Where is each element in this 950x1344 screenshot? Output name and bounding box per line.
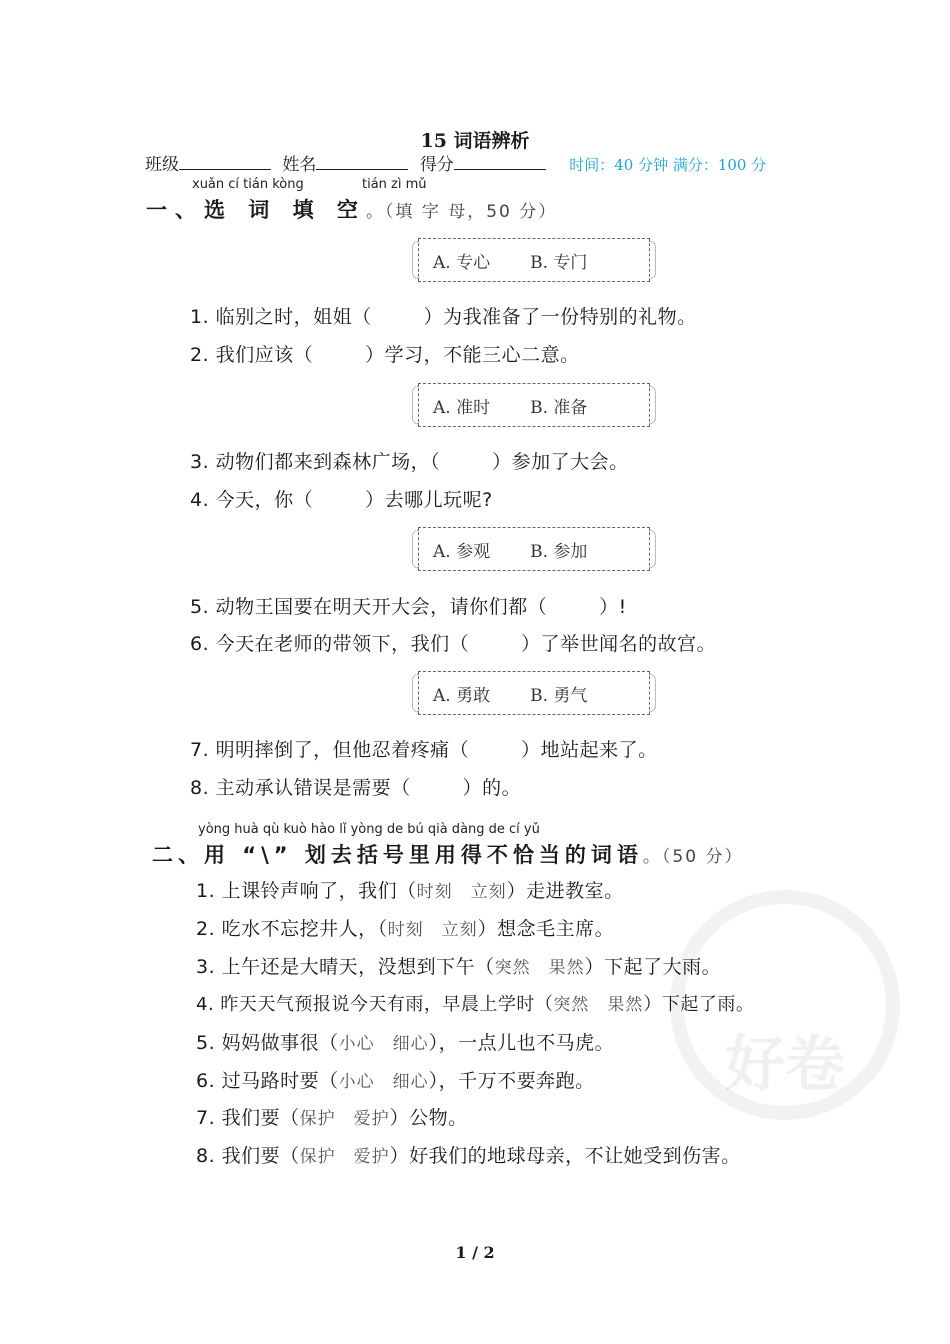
class-field[interactable] (179, 153, 271, 170)
watermark-seal: 好卷 (670, 890, 900, 1120)
word-choice[interactable]: 时刻 立刻 (387, 920, 478, 940)
question-5: 5. 动物王国要在明天开大会，请你们都（ ）! (190, 596, 627, 618)
word-choice[interactable]: 时刻 立刻 (416, 882, 507, 902)
word-choice[interactable]: 突然 果然 (553, 995, 644, 1015)
question-2: 2. 我们应该（ ）学习，不能三心二意。 (190, 344, 580, 366)
section2-pinyin: yòng huà qù kuò hào lǐ yòng de bú qià dàng de cí yǔ (198, 822, 540, 837)
page-number: 1 / 2 (455, 1243, 495, 1262)
word-choice[interactable]: 小心 细心 (338, 1034, 429, 1054)
section2-item-6: 6. 过马路时要（小心 细心），千万不要奔跑。 (196, 1070, 595, 1092)
question-3: 3. 动物们都来到森林广场，（ ）参加了大会。 (190, 451, 629, 473)
word-choice[interactable]: 保护 爱护 (299, 1147, 390, 1167)
section2-item-5: 5. 妈妈做事很（小心 细心），一点儿也不马虎。 (196, 1032, 615, 1054)
word-choice[interactable]: 突然 果然 (494, 958, 585, 978)
question-1: 1. 临别之时，姐姐（ ）为我准备了一份特别的礼物。 (190, 306, 697, 328)
score-label: 得分 (419, 155, 454, 175)
option-box-1: A. 专心 B. 专门 (418, 238, 650, 282)
class-label: 班级 (145, 155, 179, 175)
question-4: 4. 今天，你（ ）去哪儿玩呢? (190, 489, 493, 511)
question-7: 7. 明明摔倒了，但他忍着疼痛（ ）地站起来了。 (190, 739, 658, 761)
score-field[interactable] (454, 153, 546, 170)
section2-heading: 二、用 “\” 划去括号里用得不恰当的词语。（50 分） (152, 843, 744, 867)
section1-heading: 一、选 词 填 空。（填 字 母，50 分） (146, 198, 558, 222)
section2-item-7: 7. 我们要（保护 爱护）公物。 (196, 1107, 468, 1129)
time-info: 时间：40 分钟 满分：100 分 (569, 156, 767, 174)
name-field[interactable] (316, 153, 408, 170)
section1-pinyin-a: xuǎn cí tián kòng (192, 177, 304, 192)
section2-item-3: 3. 上午还是大晴天，没想到下午（突然 果然）下起了大雨。 (196, 956, 722, 978)
question-6: 6. 今天在老师的带领下，我们（ ）了举世闻名的故宫。 (190, 633, 717, 655)
student-info-line (145, 150, 766, 175)
section2-item-8: 8. 我们要（保护 爱护）好我们的地球母亲，不让她受到伤害。 (196, 1145, 741, 1167)
word-choice[interactable]: 保护 爱护 (299, 1109, 390, 1129)
page-title: 15 词语辨析 (420, 130, 530, 152)
option-box-3: A. 参观 B. 参加 (418, 527, 650, 571)
section2-item-2: 2. 吃水不忘挖井人，（时刻 立刻）想念毛主席。 (196, 918, 615, 940)
option-box-2: A. 准时 B. 准备 (418, 383, 650, 427)
section1-pinyin-b: tián zì mǔ (362, 177, 427, 192)
word-choice[interactable]: 小心 细心 (338, 1072, 429, 1092)
name-label: 姓名 (282, 155, 317, 175)
section2-item-4: 4. 昨天天气预报说今天有雨，早晨上学时（突然 果然）下起了雨。 (196, 994, 755, 1015)
section2-item-1: 1. 上课铃声响了，我们（时刻 立刻）走进教室。 (196, 880, 624, 902)
question-8: 8. 主动承认错误是需要（ ）的。 (190, 777, 522, 799)
option-box-4: A. 勇敢 B. 勇气 (418, 671, 650, 715)
